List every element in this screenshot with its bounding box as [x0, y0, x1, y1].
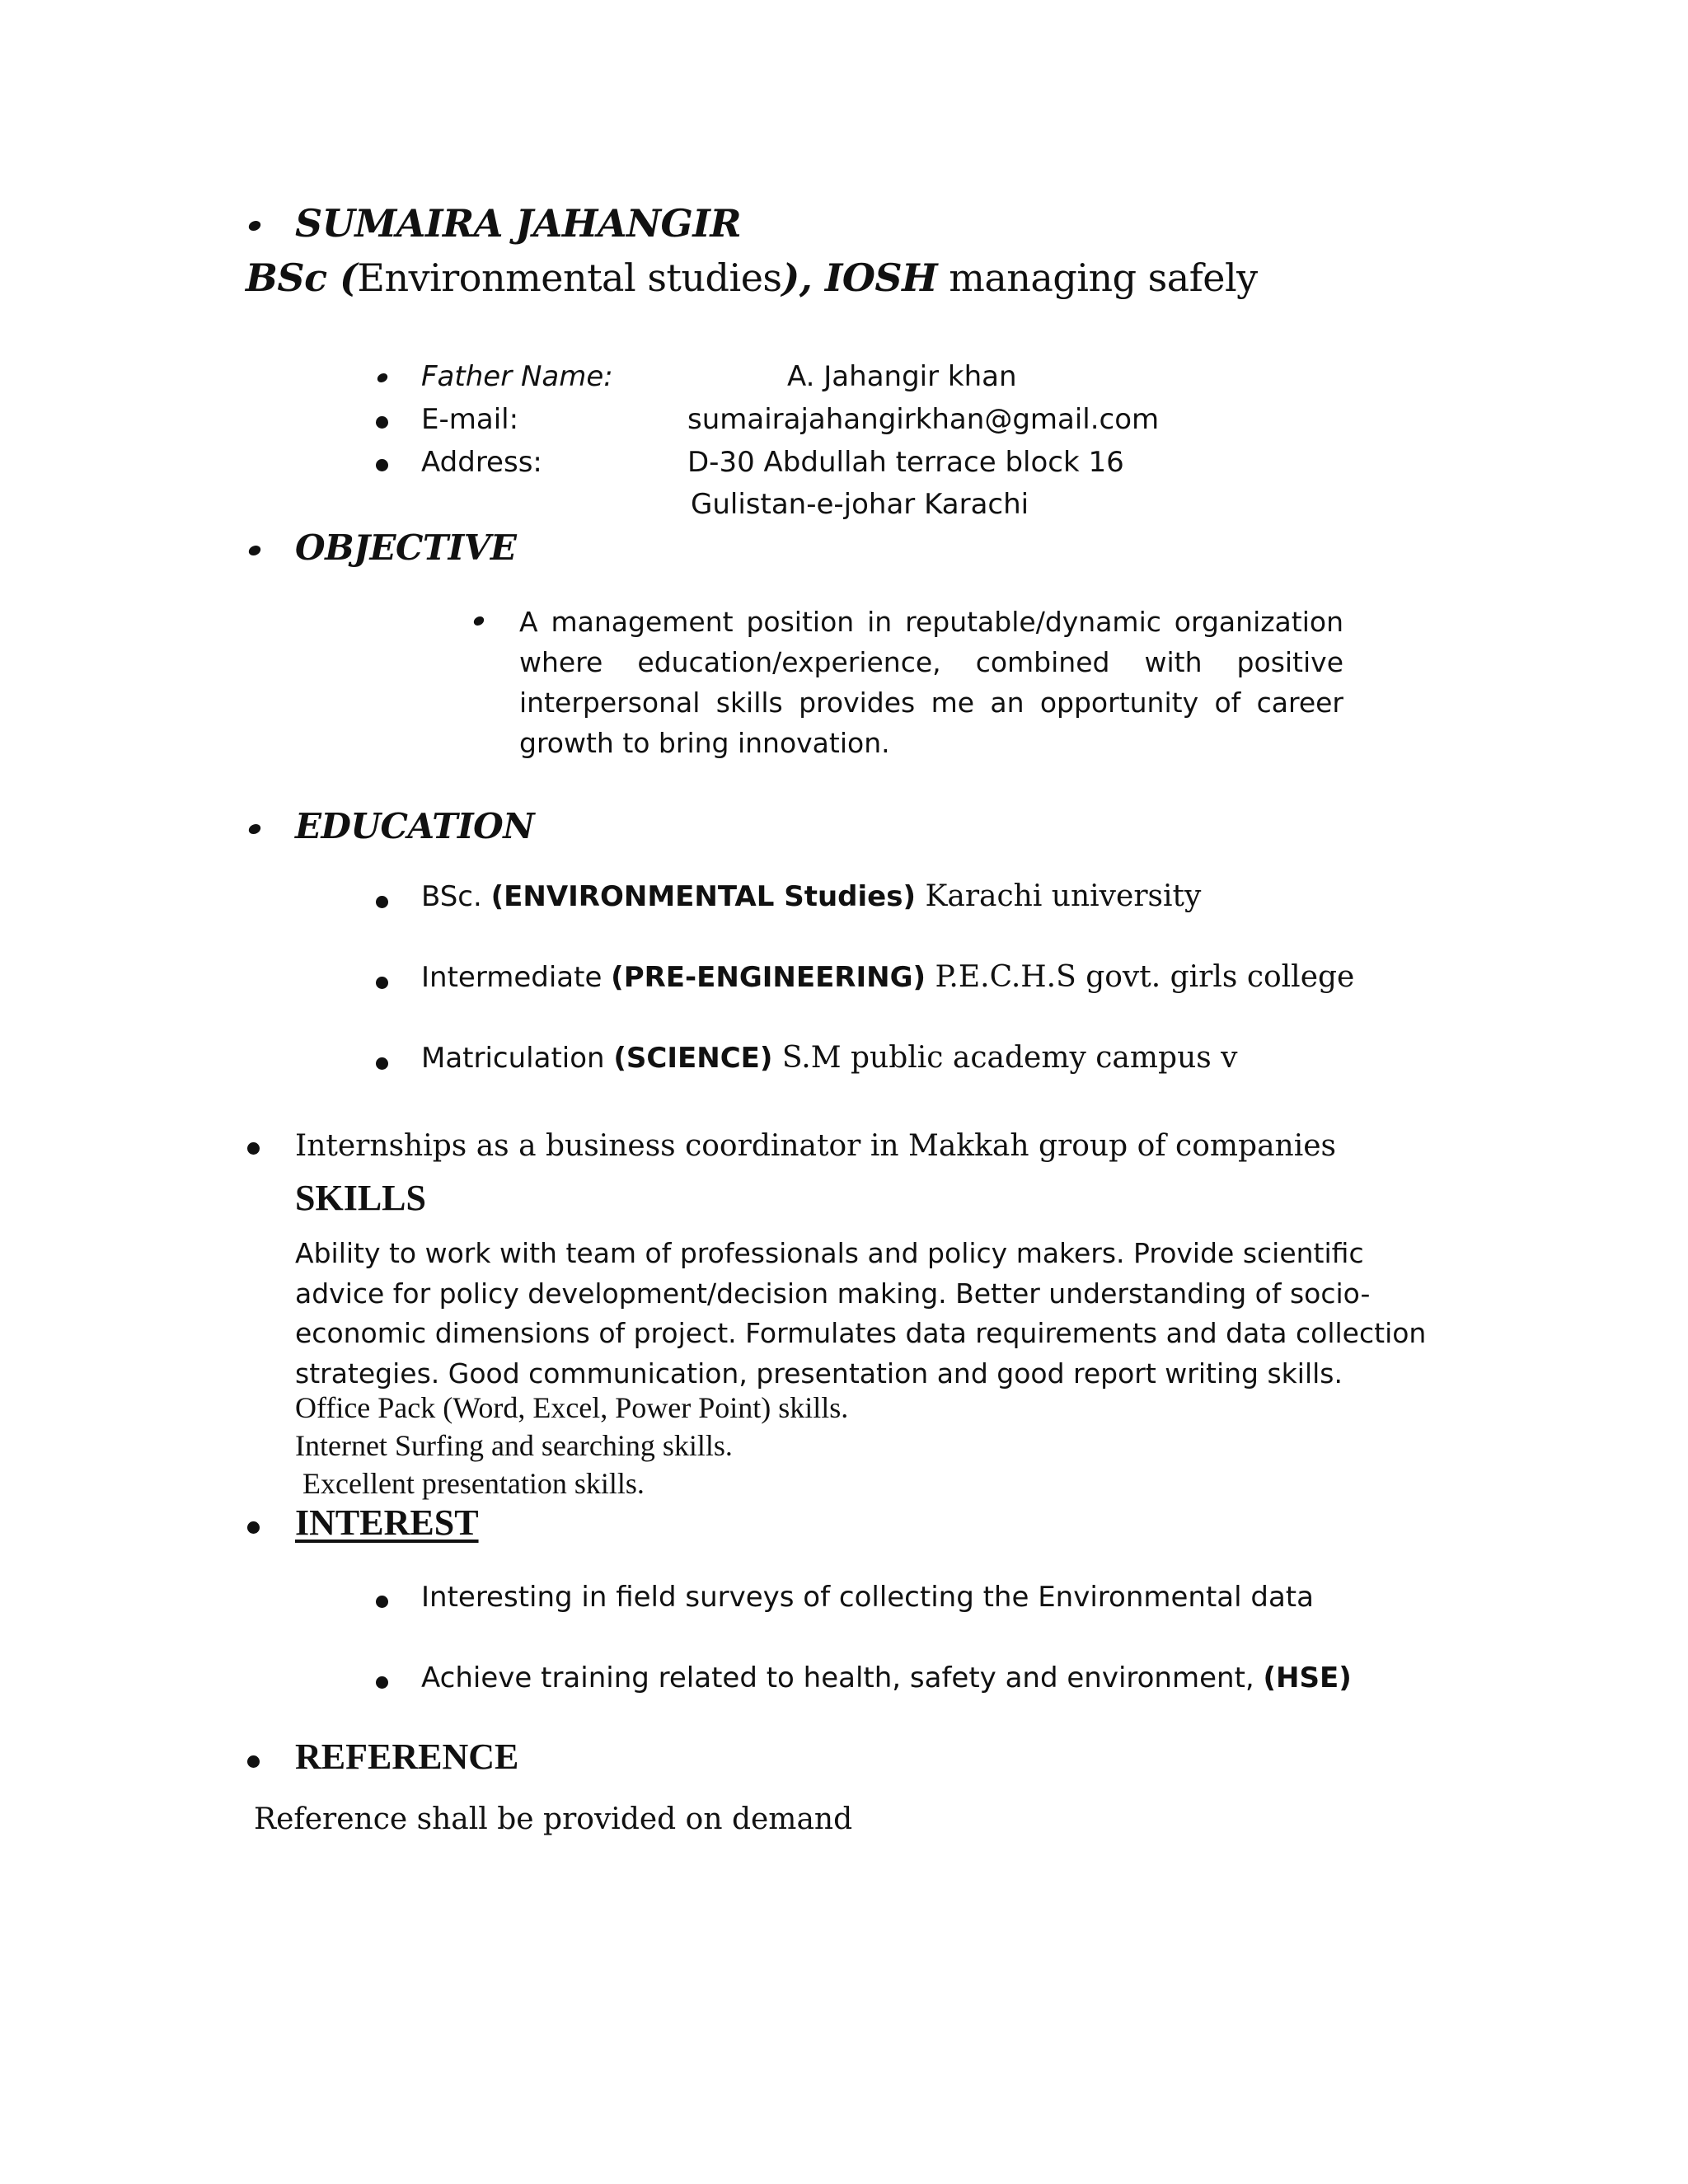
skill-internet: Internet Surfing and searching skills. [295, 1429, 733, 1462]
father-name-value: A. Jahangir khan [787, 360, 1017, 393]
qual-iosh: ), IOSH [781, 255, 938, 300]
bullet-icon [376, 1676, 388, 1689]
education-item [421, 960, 1354, 994]
bullet-icon [248, 824, 262, 834]
bullet-icon [376, 416, 388, 429]
bullet-icon [247, 1142, 260, 1155]
education-item [421, 879, 1201, 913]
skill-office: Office Pack (Word, Excel, Power Point) skills. [295, 1391, 849, 1424]
education-item [421, 1041, 1238, 1075]
qual-bsc: BSc ( [246, 255, 358, 300]
education-field: (ENVIRONMENTAL Studies) [490, 880, 917, 913]
address-line-1: D-30 Abdullah terrace block 16 [687, 446, 1124, 479]
reference-heading: REFERENCE [295, 1736, 519, 1777]
qual-tail: managing safely [937, 255, 1258, 300]
address-label: Address: [421, 446, 542, 479]
bullet-icon [248, 221, 262, 231]
education-degree: BSc. [421, 880, 491, 913]
bullet-icon [376, 977, 388, 989]
internship-text: Internships as a business coordinator in Makkah group of companies [295, 1129, 1337, 1163]
bullet-icon [377, 373, 389, 382]
reference-text: Reference shall be provided on demand [254, 1802, 853, 1836]
education-institute: P.E.C.H.S govt. girls college [926, 960, 1355, 994]
skills-heading: SKILLS [295, 1178, 426, 1218]
interest-item-text: Achieve training related to health, safety and environment, [421, 1661, 1264, 1694]
bullet-icon [376, 1057, 388, 1070]
education-field: (PRE-ENGINEERING) [611, 961, 926, 994]
email-value: sumairajahangirkhan@gmail.com [687, 403, 1160, 436]
bullet-icon [247, 1521, 260, 1534]
interest-item [421, 1661, 1352, 1694]
objective-heading: OBJECTIVE [295, 527, 517, 568]
candidate-name: SUMAIRA JAHANGIR [295, 201, 742, 246]
education-degree: Matriculation [421, 1042, 614, 1075]
email-label: E-mail: [421, 403, 519, 436]
interest-item-hse: (HSE) [1263, 1661, 1352, 1694]
qual-field: Environmental studies [357, 255, 782, 300]
bullet-icon [247, 1755, 260, 1768]
education-field: (SCIENCE) [613, 1042, 773, 1075]
interest-heading: INTEREST [295, 1502, 479, 1543]
education-institute: S.M public academy campus v [772, 1041, 1238, 1075]
bullet-icon [376, 896, 388, 908]
education-institute: Karachi university [916, 879, 1202, 913]
interest-item: Interesting in field surveys of collecting the Environmental data [421, 1581, 1314, 1614]
skills-paragraph: Ability to work with team of professionals and policy makers. Provide scientific advice for policy development/decision making. Better understanding of socio-economic dimensions of project. Formulates data requirements and data collection strategies. Good communication, presentation and good report writing skills. [295, 1237, 1427, 1390]
objective-text: A management position in reputable/dynamic organization where education/experience, combined with positive interpersonal skills provides me an opportunity of career growth to bring innovation. [519, 606, 1343, 759]
address-line-2: Gulistan-e-johar Karachi [691, 488, 1029, 521]
education-heading: EDUCATION [295, 806, 535, 846]
bullet-icon [473, 616, 485, 626]
education-degree: Intermediate [421, 961, 612, 994]
bullet-icon [376, 459, 388, 471]
bullet-icon [376, 1596, 388, 1608]
skill-presentation: Excellent presentation skills. [295, 1467, 645, 1500]
father-name-label: Father Name: [421, 360, 613, 393]
bullet-icon [248, 546, 262, 555]
qualification-line [246, 255, 1258, 300]
